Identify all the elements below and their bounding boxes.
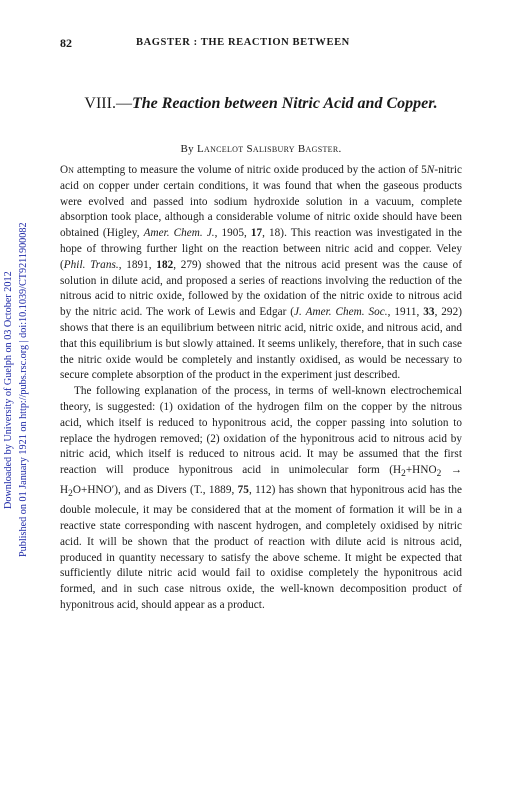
article-body: [60, 163, 462, 614]
p2-text-c: → H: [60, 464, 462, 497]
p1-text-d: , 18). This reaction was investigated in the hope of throwing further light on the reaction between nitric acid and copper. Veley (: [60, 227, 463, 271]
p2-text-b: +HNO: [405, 464, 437, 477]
published-line: Published on 01 January 1921 on http://pubs.rsc.org | doi:10.1039/CT9211900082: [18, 222, 29, 558]
paragraph-2: [60, 384, 462, 614]
p1-text-g: , 1911,: [387, 306, 424, 319]
author-name: Lancelot Salisbury Bagster.: [196, 143, 342, 155]
download-watermark: [2, 130, 38, 650]
author-line: [60, 143, 462, 155]
p2-volume: 75: [237, 484, 249, 497]
p2-sub-3: 2: [68, 489, 73, 500]
p1-text-c: , 1905,: [214, 227, 251, 240]
title-text: The Reaction between Nitric Acid and Copper.: [131, 95, 438, 112]
p1-text-a: attempting to measure the volume of nitric oxide produced by the action of 5: [73, 164, 427, 176]
paragraph-1: [60, 163, 462, 384]
p1-text-h: , 292) shows that there is an equilibrium between nitric acid, nitric oxide, and nitrous acid, and that this equilibrium is but slowly attained. It seems unlikely, therefore, that in such case the nitric oxide would be completely and instantly oxidised, as would be necessary to secure complete absorption of the product in the experiment just described.: [60, 306, 462, 382]
p2-sub-2: 2: [436, 469, 442, 480]
page-number: 82: [60, 36, 72, 50]
p1-journal-1: Amer. Chem. J.: [143, 227, 215, 240]
p1-text-f: , 279) showed that the nitrous acid present was the cause of solution in dilute acid, and proposed a series of reactions involving the reduction of the nitrous acid to nitric oxide, followed by the oxidation of the nitric oxide to nitrous acid by the nitric acid. The work of Lewis and Edgar (: [60, 258, 462, 319]
article-title: [60, 95, 462, 113]
author-by: By: [180, 143, 194, 155]
p2-sub-1: 2: [401, 469, 406, 480]
p1-volume-1: 17: [250, 227, 263, 240]
p1-text-b: -nitric acid on copper under certain conditions, it was found that when the gaseous products were evolved and passed into sodium hydroxide solution in a vacuum, complete absorption took place, although a considerable volume of nitric oxide should have been obtained (Higley,: [60, 164, 462, 240]
p2-text-d: O+HNO′), and as Divers (T., 1889,: [72, 484, 238, 497]
download-line: Downloaded by University of Guelph on 03 October 2012: [3, 271, 14, 509]
p1-volume-2: 182: [156, 258, 174, 271]
p2-text-a: The following explanation of the process, in terms of well-known electrochemical theory, is suggested: (1) oxidation of the hydrogen film on the copper by the nitrous acid, which itself is reduced to hyponitrous acid, the copper passing into solution to replace the hydrogen removed; (2) oxidation of the hyponitrous acid to nitrous acid by nitric acid, which itself is reduced to nitrous acid. It may be assumed that the first reaction will produce hyponitrous acid in unimolecular form (H: [60, 385, 462, 477]
title-dash: —: [115, 95, 132, 112]
p1-volume-3: 33: [423, 306, 435, 319]
p1-journal-3: J. Amer. Chem. Soc.: [294, 306, 388, 319]
p1-text-e: , 1891,: [118, 258, 157, 271]
p1-journal-2: Phil. Trans.: [63, 258, 119, 271]
running-title: BAGSTER : THE REACTION BETWEEN: [136, 37, 350, 48]
title-number: VIII.: [84, 95, 116, 112]
opening-word: On: [60, 164, 74, 176]
p2-text-e: , 112) has shown that hyponitrous acid has the double molecule, it may be considered that at the moment of formation it will be in a reactive state corresponding with nascent hydrogen, and completely oxidised by nitric acid. It will be shown that the product of reaction with dilute acid is nitrous acid, produced in quantity necessary to satisfy the above scheme. It might be expected that sufficiently dilute nitric acid would fail to oxidise completely the hyponitrous acid formed, and in such case nitrous oxide, the well-known decomposition product of hyponitrous acid, should appear as a product.: [60, 484, 462, 611]
p1-normality: N: [426, 164, 435, 176]
running-head: [60, 36, 462, 50]
